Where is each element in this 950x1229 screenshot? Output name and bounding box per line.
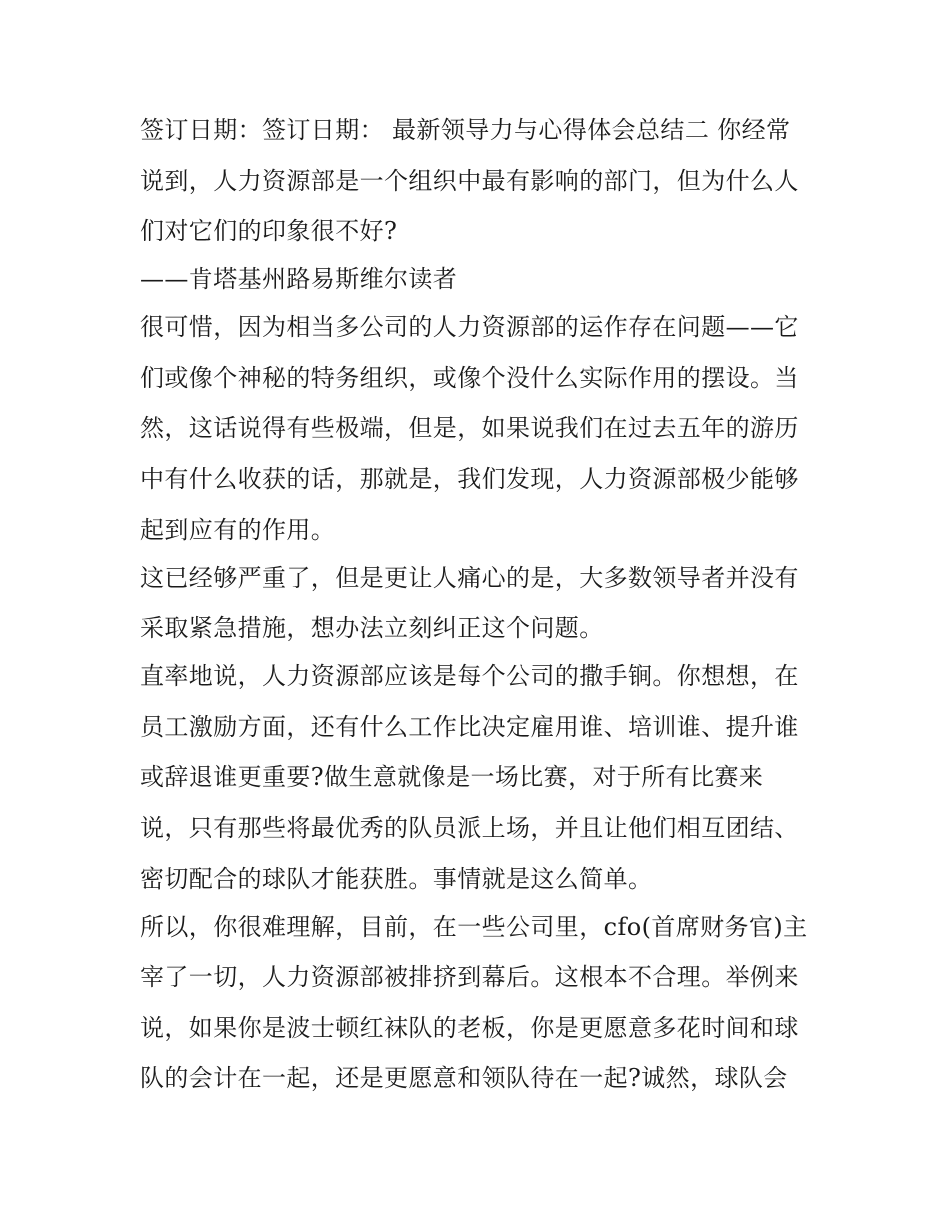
text-line: ——肯塔基州路易斯维尔读者 — [140, 265, 458, 294]
text-line: 队的会计在一起，还是更愿意和领队待在一起?诚然，球队会 — [140, 1064, 788, 1093]
text-line: 说，如果你是波士顿红袜队的老板，你是更愿意多花时间和球 — [140, 1013, 799, 1042]
text-line: 很可惜，因为相当多公司的人力资源部的运作存在问题——它 — [140, 313, 799, 342]
text-line: 们对它们的印象很不好? — [140, 217, 398, 246]
text-line: 然，这话说得有些极端，但是，如果说我们在过去五年的游历 — [140, 414, 799, 443]
text-line: 说到，人力资源部是一个组织中最有影响的部门，但为什么人 — [140, 166, 799, 195]
text-line: 起到应有的作用。 — [140, 515, 336, 544]
text-line: 中有什么收获的话，那就是，我们发现，人力资源部极少能够 — [140, 464, 799, 493]
text-line: 这已经够严重了，但是更让人痛心的是，大多数领导者并没有 — [140, 563, 799, 592]
text-line: 宰了一切，人力资源部被排挤到幕后。这根本不合理。举例来 — [140, 963, 799, 992]
text-line: 员工激励方面，还有什么工作比决定雇用谁、培训谁、提升谁 — [140, 712, 799, 741]
text-line: 签订日期：签订日期： 最新领导力与心得体会总结二 你经常 — [140, 116, 791, 144]
text-line: 们或像个神秘的特务组织，或像个没什么实际作用的摆设。当 — [140, 363, 799, 392]
text-line: 所以，你很难理解，目前，在一些公司里，cfo(首席财务官)主 — [140, 912, 808, 941]
text-line: 采取紧急措施，想办法立刻纠正这个问题。 — [140, 614, 604, 643]
text-line: 直率地说，人力资源部应该是每个公司的撒手锏。你想想，在 — [140, 662, 799, 691]
text-line: 或辞退谁更重要?做生意就像是一场比赛，对于所有比赛来 — [140, 763, 764, 792]
text-line: 说，只有那些将最优秀的队员派上场，并且让他们相互团结、 — [140, 813, 799, 842]
document-body — [140, 110, 820, 1109]
text-line: 密切配合的球队才能获胜。事情就是这么简单。 — [140, 864, 653, 893]
